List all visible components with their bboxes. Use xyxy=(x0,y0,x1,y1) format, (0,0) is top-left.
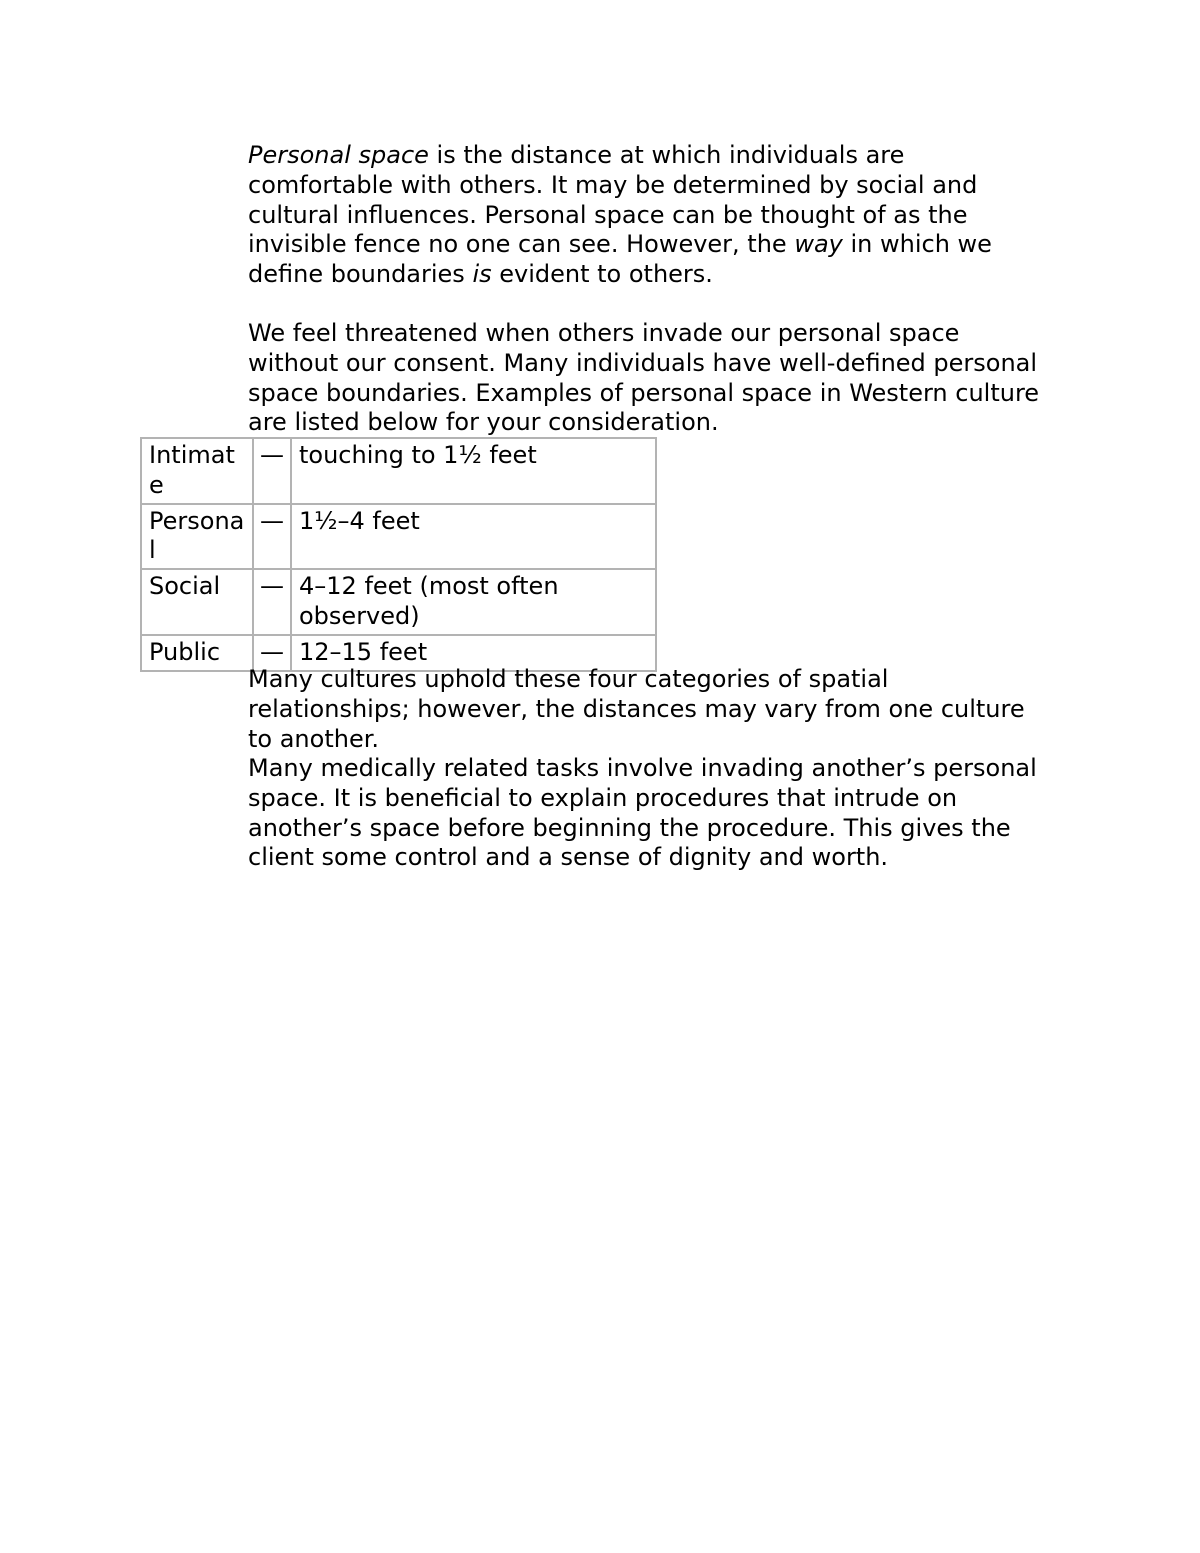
paragraph-cultures: Many cultures uphold these four categories of spatial relationships; however, the distances may vary from one culture to another. xyxy=(248,665,1025,753)
distance-cell: 12–15 feet xyxy=(291,635,656,671)
personal-space-table xyxy=(140,437,657,672)
paragraph-medical-tasks: Many medically related tasks involve invading another’s personal space. It is beneficial to explain procedures that intrude on another’s space before beginning the procedure. This gives the client some control and a sense of dignity and worth. xyxy=(248,754,1037,872)
zone-cell: Social xyxy=(141,569,253,635)
term-personal-space: Personal space xyxy=(248,141,429,169)
distance-cell: touching to 1½ feet xyxy=(291,438,656,504)
distance-cell: 1½–4 feet xyxy=(291,504,656,570)
paragraph-personal-space-definition xyxy=(248,141,1048,290)
emphasis-way: way xyxy=(794,230,843,259)
zone-cell: Personal xyxy=(141,504,253,570)
dash-cell: — xyxy=(253,635,291,671)
zone-cell: Intimate xyxy=(141,438,253,504)
paragraph-threatened: We feel threatened when others invade our personal space without our consent. Many individuals have well-defined personal space boundaries. Examples of personal space in Western culture are listed below for your consideration. xyxy=(248,319,1040,437)
paragraph-text: is the distance at which individuals are comfortable with others. It may be determined by social and cultural influences. Personal space can be thought of as the invisible fence no one can see. However, the xyxy=(248,141,978,259)
dash-cell: — xyxy=(253,504,291,570)
distance-cell: 4–12 feet (most often observed) xyxy=(291,569,656,635)
zone-cell: Public xyxy=(141,635,253,671)
dash-cell: — xyxy=(253,438,291,504)
table-row xyxy=(141,438,656,504)
table-row xyxy=(141,504,656,570)
dash-cell: — xyxy=(253,569,291,635)
emphasis-is: is xyxy=(472,260,492,289)
table-row xyxy=(141,569,656,635)
paragraph-text: in which we define boundaries xyxy=(248,230,992,289)
paragraph-text: evident to others. xyxy=(491,260,713,289)
